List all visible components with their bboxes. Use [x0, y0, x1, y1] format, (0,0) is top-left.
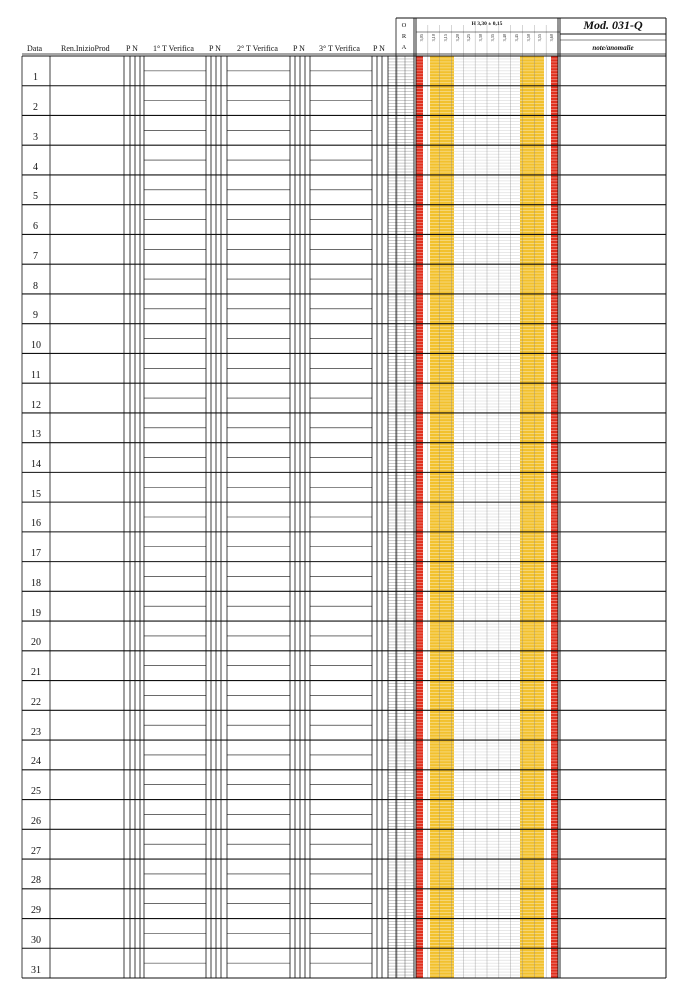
col-header-inizio: Ren.InizioProd — [61, 44, 110, 53]
day-number: 12 — [31, 399, 41, 411]
day-number: 31 — [31, 964, 41, 976]
day-number: 9 — [33, 310, 38, 322]
day-number: 4 — [33, 161, 38, 173]
form-code: Mod. 031-Q — [583, 18, 643, 32]
day-number: 30 — [31, 934, 41, 946]
day-number: 10 — [31, 340, 41, 352]
scale-title: H 3,30 ± 0,15 — [471, 21, 503, 27]
day-number: 20 — [31, 637, 41, 649]
col-header-pn-3: P N — [293, 44, 305, 53]
col-header-ora-o: O — [401, 22, 407, 29]
day-number: 17 — [31, 548, 41, 560]
day-number: 27 — [31, 845, 41, 857]
col-header-ora-a: A — [401, 44, 407, 51]
scale-label: 3,15 — [442, 34, 448, 42]
col-header-verifica-2: 2° T Verifica — [237, 44, 278, 53]
day-number: 8 — [33, 280, 38, 292]
scale-label: 3,30 — [478, 34, 484, 42]
day-number: 19 — [31, 607, 41, 619]
day-number: 21 — [31, 667, 41, 679]
day-number: 1 — [33, 72, 38, 84]
scale-label: 3,60 — [549, 34, 555, 42]
day-number: 11 — [31, 369, 41, 381]
day-number: 25 — [31, 786, 41, 798]
scale-label: 3,45 — [513, 34, 519, 42]
scale-label: 3,10 — [430, 34, 436, 42]
day-number: 29 — [31, 905, 41, 917]
scale-label: 3,25 — [466, 34, 472, 42]
day-number: 13 — [31, 429, 41, 441]
col-header-ora-r: R — [401, 33, 407, 40]
day-number: 15 — [31, 488, 41, 500]
notes-header: note/anomalie — [592, 44, 634, 52]
day-number: 18 — [31, 577, 41, 589]
day-number: 5 — [33, 191, 38, 203]
day-number: 26 — [31, 815, 41, 827]
day-number: 23 — [31, 726, 41, 738]
col-header-pn-2: P N — [209, 44, 221, 53]
col-header-verifica-3: 3° T Verifica — [319, 44, 360, 53]
day-number: 2 — [33, 102, 38, 114]
scale-label: 3,35 — [490, 34, 495, 42]
day-number: 7 — [33, 250, 38, 262]
scale-label: 3,20 — [454, 34, 460, 42]
col-header-data: Data — [27, 44, 43, 53]
scale-label: 3,40 — [501, 34, 507, 42]
day-number: 3 — [33, 131, 38, 143]
day-number: 28 — [31, 875, 41, 887]
day-number: 22 — [31, 696, 41, 708]
scale-label: 3,05 — [419, 34, 424, 42]
col-header-pn-4: P N — [373, 44, 385, 53]
col-header-pn-1: P N — [126, 44, 138, 53]
scale-label: 3,55 — [537, 34, 543, 42]
day-number: 14 — [31, 459, 41, 470]
col-header-verifica-1: 1° T Verifica — [153, 44, 194, 53]
scale-label: 3,50 — [525, 34, 531, 42]
day-number: 16 — [31, 518, 41, 530]
day-number: 24 — [31, 756, 41, 768]
day-number: 6 — [33, 221, 38, 233]
